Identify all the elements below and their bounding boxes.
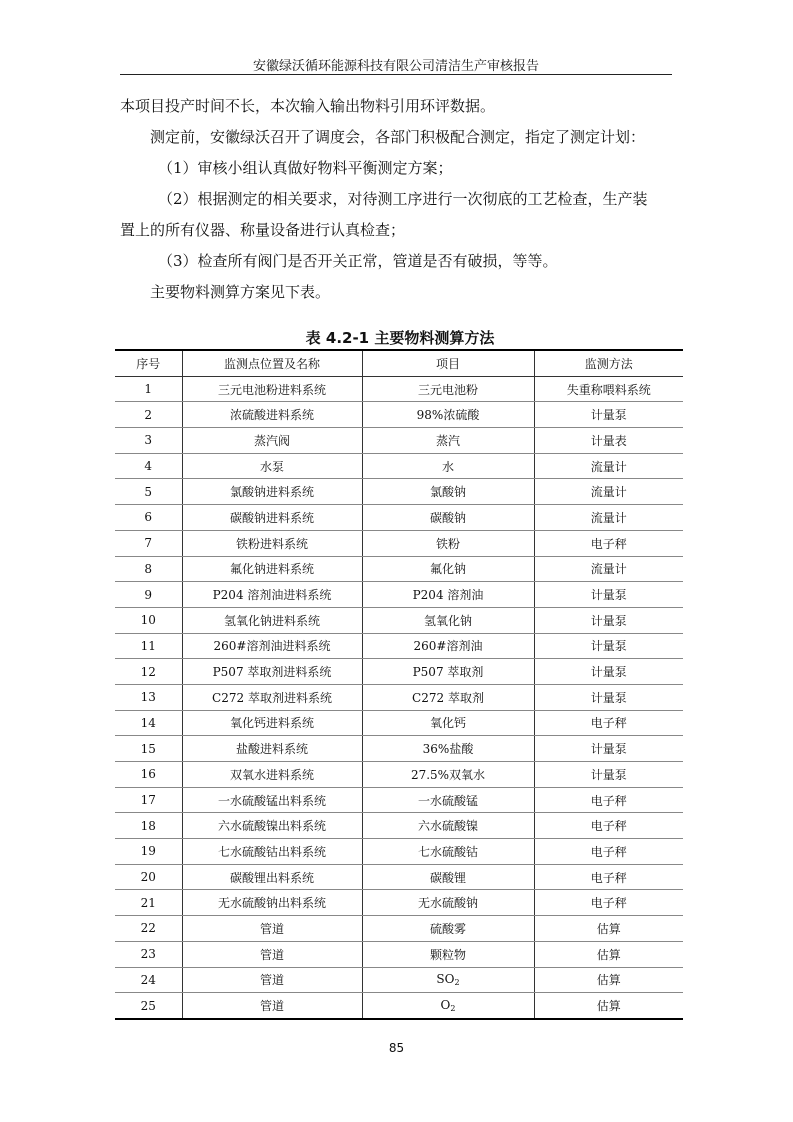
- table-cell: 5: [115, 479, 182, 505]
- table-cell: 估算: [534, 916, 683, 942]
- table-cell: 管道: [182, 967, 362, 993]
- table-cell: 计量表: [534, 428, 683, 454]
- table-cell: 颗粒物: [362, 941, 534, 967]
- table-cell: 计量泵: [534, 607, 683, 633]
- table-row: [115, 916, 683, 942]
- table-row: [115, 736, 683, 762]
- table-row: [115, 684, 683, 710]
- table-cell: 氢氧化钠: [362, 607, 534, 633]
- table-cell: 6: [115, 505, 182, 531]
- table-row: [115, 710, 683, 736]
- table-cell: P507 萃取剂进料系统: [182, 659, 362, 685]
- table-row: [115, 402, 683, 428]
- table-cell: 22: [115, 916, 182, 942]
- table-cell: P204 溶剂油进料系统: [182, 582, 362, 608]
- table-cell: 24: [115, 967, 182, 993]
- table-cell: 电子秤: [534, 787, 683, 813]
- table-cell: 260#溶剂油: [362, 633, 534, 659]
- table-cell: 电子秤: [534, 864, 683, 890]
- table-cell: 蒸汽阀: [182, 428, 362, 454]
- table-cell: 估算: [534, 967, 683, 993]
- table-row: [115, 453, 683, 479]
- table-cell: 水泵: [182, 453, 362, 479]
- table-cell: 氢氧化钠进料系统: [182, 607, 362, 633]
- table-cell: 双氧水进料系统: [182, 762, 362, 788]
- table-cell: 铁粉: [362, 530, 534, 556]
- table-cell: 13: [115, 684, 182, 710]
- table-cell: 管道: [182, 941, 362, 967]
- table-cell: 三元电池粉进料系统: [182, 376, 362, 402]
- table-cell: 36%盐酸: [362, 736, 534, 762]
- list-item: （2）根据测定的相关要求，对待测工序进行一次彻底的工艺检查，生产装: [158, 190, 648, 208]
- table-cell: 计量泵: [534, 659, 683, 685]
- body-text: [120, 91, 680, 308]
- formula-base: SO: [436, 972, 455, 987]
- table-cell: 11: [115, 633, 182, 659]
- table-row: [115, 762, 683, 788]
- table-cell: 电子秤: [534, 839, 683, 865]
- table-cell: 计量泵: [534, 736, 683, 762]
- table-cell: 流量计: [534, 479, 683, 505]
- column-header: 监测点位置及名称: [182, 350, 362, 376]
- paragraph: 主要物料测算方案见下表。: [150, 283, 331, 301]
- table-cell: 无水硫酸钠出料系统: [182, 890, 362, 916]
- table-cell: 计量泵: [534, 402, 683, 428]
- table-cell: 电子秤: [534, 530, 683, 556]
- formula-base: O: [440, 998, 451, 1013]
- table-cell: 氧化钙: [362, 710, 534, 736]
- table-cell: 3: [115, 428, 182, 454]
- column-header: 序号: [115, 350, 182, 376]
- table-row: [115, 787, 683, 813]
- table-cell: 七水硫酸钴: [362, 839, 534, 865]
- table-row: [115, 479, 683, 505]
- table-cell: 18: [115, 813, 182, 839]
- table-cell: 20: [115, 864, 182, 890]
- table-cell: 1: [115, 376, 182, 402]
- table-cell: 19: [115, 839, 182, 865]
- table-cell: 23: [115, 941, 182, 967]
- table-cell: 六水硫酸镍出料系统: [182, 813, 362, 839]
- table-row: [115, 633, 683, 659]
- column-header: 项目: [362, 350, 534, 376]
- table-caption: 表 4.2-1 主要物料测算方法: [305, 329, 495, 347]
- table-cell: 17: [115, 787, 182, 813]
- table-cell: 14: [115, 710, 182, 736]
- table-cell: 估算: [534, 941, 683, 967]
- table-row: [115, 993, 683, 1019]
- table-cell: 氯酸钠: [362, 479, 534, 505]
- table-row: [115, 890, 683, 916]
- table-cell: 流量计: [534, 453, 683, 479]
- table-cell: 计量泵: [534, 684, 683, 710]
- list-item-continuation: 置上的所有仪器、称量设备进行认真检查；: [120, 221, 406, 239]
- table-cell: 氟化钠: [362, 556, 534, 582]
- table-row: [115, 376, 683, 402]
- table-row: [115, 659, 683, 685]
- table-row: [115, 556, 683, 582]
- table-cell: 4: [115, 453, 182, 479]
- table-cell: C272 萃取剂进料系统: [182, 684, 362, 710]
- page-number: 85: [388, 1041, 405, 1055]
- table-cell: [362, 967, 534, 993]
- table-cell: 7: [115, 530, 182, 556]
- table-cell: 三元电池粉: [362, 376, 534, 402]
- table-cell: 98%浓硫酸: [362, 402, 534, 428]
- column-header: 监测方法: [534, 350, 683, 376]
- table-cell: 管道: [182, 993, 362, 1019]
- table-cell: 计量泵: [534, 582, 683, 608]
- table-cell: 计量泵: [534, 762, 683, 788]
- table-cell: 碳酸钠进料系统: [182, 505, 362, 531]
- formula-subscript: 2: [454, 978, 460, 988]
- table-row: [115, 839, 683, 865]
- table-cell: 电子秤: [534, 710, 683, 736]
- table-cell: C272 萃取剂: [362, 684, 534, 710]
- table-cell: 计量泵: [534, 633, 683, 659]
- table-row: [115, 582, 683, 608]
- table-header-row: [115, 350, 683, 376]
- table-cell: 无水硫酸钠: [362, 890, 534, 916]
- table-cell: 碳酸钠: [362, 505, 534, 531]
- table-cell: 氧化钙进料系统: [182, 710, 362, 736]
- paragraph: 测定前，安徽绿沃召开了调度会，各部门积极配合测定，指定了测定计划：: [150, 128, 646, 146]
- table-row: [115, 428, 683, 454]
- table-cell: 管道: [182, 916, 362, 942]
- table-cell: 盐酸进料系统: [182, 736, 362, 762]
- table-cell: 六水硫酸镍: [362, 813, 534, 839]
- table-cell: 碳酸锂: [362, 864, 534, 890]
- table-cell: 七水硫酸钴出料系统: [182, 839, 362, 865]
- table-body: [115, 376, 683, 1019]
- table-cell: 流量计: [534, 556, 683, 582]
- materials-table: [115, 349, 683, 1020]
- table-cell: [362, 993, 534, 1019]
- table-row: [115, 505, 683, 531]
- table-cell: 水: [362, 453, 534, 479]
- table-row: [115, 967, 683, 993]
- table-cell: 浓硫酸进料系统: [182, 402, 362, 428]
- paragraph: 本项目投产时间不长，本次输入输出物料引用环评数据。: [120, 97, 496, 115]
- table-cell: 碳酸锂出料系统: [182, 864, 362, 890]
- table-cell: 电子秤: [534, 813, 683, 839]
- table-cell: 氟化钠进料系统: [182, 556, 362, 582]
- table-cell: 估算: [534, 993, 683, 1019]
- table-cell: 2: [115, 402, 182, 428]
- table-cell: 流量计: [534, 505, 683, 531]
- table-cell: 蒸汽: [362, 428, 534, 454]
- table-cell: 21: [115, 890, 182, 916]
- table-row: [115, 813, 683, 839]
- table-cell: 25: [115, 993, 182, 1019]
- table-cell: 铁粉进料系统: [182, 530, 362, 556]
- table-cell: 12: [115, 659, 182, 685]
- table-row: [115, 530, 683, 556]
- page-header: 安徽绿沃循环能源科技有限公司清洁生产审核报告: [252, 59, 539, 74]
- list-item: （3）检查所有阀门是否开关正常，管道是否有破损，等等。: [158, 252, 558, 270]
- table-cell: 15: [115, 736, 182, 762]
- table-cell: 硫酸雾: [362, 916, 534, 942]
- list-item: （1）审核小组认真做好物料平衡测定方案；: [158, 159, 453, 177]
- table-cell: P204 溶剂油: [362, 582, 534, 608]
- table-row: [115, 607, 683, 633]
- table-cell: 一水硫酸锰出料系统: [182, 787, 362, 813]
- table-cell: 16: [115, 762, 182, 788]
- table-row: [115, 864, 683, 890]
- table-cell: 失重称喂料系统: [534, 376, 683, 402]
- table-cell: 8: [115, 556, 182, 582]
- table-cell: 27.5%双氧水: [362, 762, 534, 788]
- table-cell: 氯酸钠进料系统: [182, 479, 362, 505]
- header-rule: [120, 74, 672, 75]
- table-cell: 260#溶剂油进料系统: [182, 633, 362, 659]
- table-cell: P507 萃取剂: [362, 659, 534, 685]
- table-cell: 9: [115, 582, 182, 608]
- table-cell: 电子秤: [534, 890, 683, 916]
- formula-subscript: 2: [450, 1004, 456, 1014]
- table-cell: 一水硫酸锰: [362, 787, 534, 813]
- table-cell: 10: [115, 607, 182, 633]
- table-row: [115, 941, 683, 967]
